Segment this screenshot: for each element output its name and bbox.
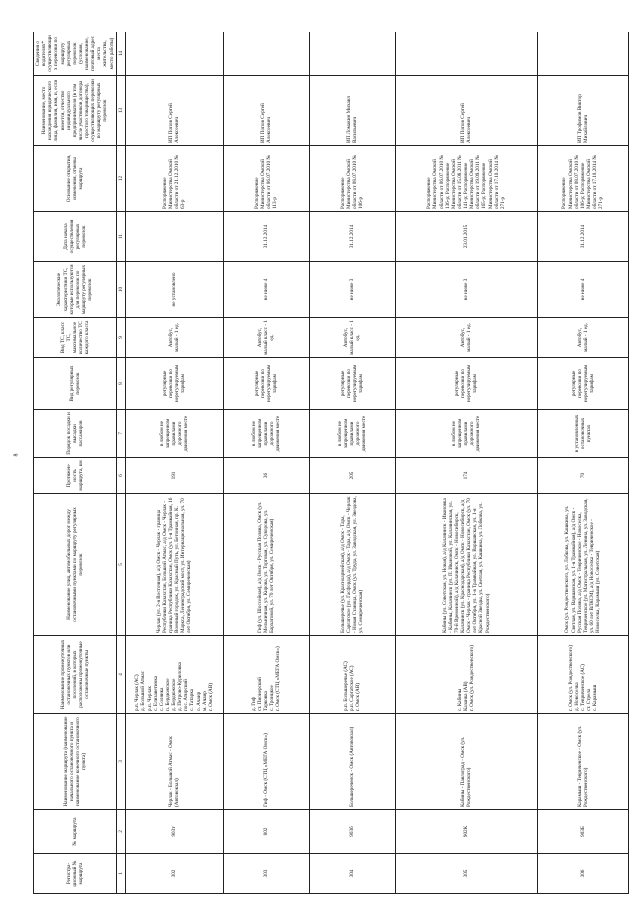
stops-cell: [309, 636, 395, 714]
column-number: 9: [116, 318, 125, 358]
table-row: [309, 32, 395, 894]
stop-item: г. Омск (АВ): [207, 683, 214, 711]
stop-item: пос. Атирский: [183, 679, 190, 711]
stop-item: г. Омск (СТЦ «МЕГА Омск»): [275, 646, 282, 711]
header-cell: Основание открытия, изменения, отмены маршрута: [34, 146, 117, 212]
stop-item: с. Татарка: [189, 688, 196, 711]
streets-cell: Кабины (ул. Советская, ул. Новая), а/д Калачинск - Ивановка - Кабины, Калачинск (ул. П. Ивановой, ул. Калачинская, ул. 70-й Временной), а/д Калачинск, Омск - Новосибирск, Калачинск (ул. Краснодарская), а/д Омск - Новосибирск, а/д Омск - Черлак - граница Республики Казахстан, Омск (ул. 70 лет Октября, ул. 1-я Трамвайная, ул. Варшавская, ул. 1-я Красной Звезды, ул. Светлая, ул. Кашкина, ул. Лобкова, ул. Рождественского): [395, 494, 537, 636]
length-cell: 205: [309, 458, 395, 494]
eco-cell: не ниже 4: [223, 262, 309, 318]
route-number-cell: 902К: [395, 810, 537, 854]
operator-cell: ИП Попов Сергей Алексеевич: [125, 76, 223, 146]
vehicle-cell: Автобус, малый - 1 ед.: [125, 318, 223, 358]
header-cell: Регистра-ционный № маршрута: [34, 854, 117, 894]
header-cell: Дата начала осуществления регулярных перевозок: [34, 212, 117, 262]
reg-number-cell: 305: [395, 854, 537, 894]
stops-cell: [537, 636, 628, 714]
drivers-cell: [309, 32, 395, 76]
boarding-cell: в любом не запрещенном правилами дорожного движения месте: [223, 410, 309, 458]
route-name-cell: Большереченск - Омск (Автовокзал): [309, 714, 395, 810]
header-cell: Наименование маршрута (наименование начального остановочного пункта и наименование конечного остановочного пункта): [34, 714, 117, 810]
stop-item: р.п. Саргатское (АС): [349, 665, 356, 711]
eco-cell: не ниже 3: [309, 262, 395, 318]
basis-cell: Распоряжение Министерства Омской области от 08.07.2010 № 106-р; Распоряжение Министерства Омской области от 17.10.2014 № 271-р: [537, 146, 628, 212]
boarding-cell: в любом не запрещенном правилами дорожного движения месте: [125, 410, 223, 458]
eco-cell: не ниже 4: [537, 262, 628, 318]
route-name-cell: Карамыш - Тевриченское - Омск (ул. Рождественского): [537, 714, 628, 810]
table-row: [395, 32, 537, 894]
header-cell: Вид регулярных перевозок: [34, 358, 117, 410]
table-row: [537, 32, 628, 894]
stop-item: с. Елизаветинка: [152, 675, 159, 711]
operator-cell: ИП Трофимов Виктор Михайлович: [537, 76, 628, 146]
stop-item: г. Омск (АВ): [355, 683, 362, 711]
column-number: 8: [116, 358, 125, 410]
stops-cell: [125, 636, 223, 714]
drivers-cell: [223, 32, 309, 76]
column-number: 2: [116, 810, 125, 854]
operator-cell: ИП Ломакин Михаил Васильевич: [309, 76, 395, 146]
vehicle-cell: Автобус, малый - 1 ед.: [537, 318, 628, 358]
stop-item: ст. Пионерский: [256, 677, 263, 711]
column-number-row: [116, 32, 125, 894]
vehicle-cell: Автобус, малый класс - 1 ед.: [309, 318, 395, 358]
route-number-cell: 802: [223, 810, 309, 854]
basis-cell: Распоряжение Министерства Омской области от 08.07.2010 № 106-р: [309, 146, 395, 212]
transport-type-cell: регулярные перевозки по нерегулируемым тарифам: [223, 358, 309, 410]
reg-number-cell: 303: [223, 854, 309, 894]
start-date-cell: [125, 212, 223, 262]
stop-item: с. Кабины: [456, 688, 463, 711]
header-row: [34, 32, 117, 894]
column-number: 7: [116, 410, 125, 458]
boarding-cell: в установленных остановочных пунктах: [537, 410, 628, 458]
table-row: [223, 32, 309, 894]
header-cell: № маршрута: [34, 810, 117, 854]
stop-item: Казанка (АВ): [463, 681, 470, 711]
route-name-cell: Гиф - Омск (СТЦ «МЕГА Омск»): [223, 714, 309, 810]
operator-cell: ИП Попов Сергей Алексеевич: [395, 76, 537, 146]
stop-item: р.п. Черлак: [146, 686, 153, 711]
streets-cell: Гиф (ул. Шоссейная), а/д Омск - Русская Поляна, Омск (ул. Мельничная, ул. Кирова, ул. Торговая, ул. Суворова, ул. Бархатовой, ул. 70 лет Октября, ул. Семиреченская): [223, 494, 309, 636]
basis-cell: Распоряжение Министерства Омской области от 21.12.2010 № 63-р: [125, 146, 223, 212]
stop-item: д. Большой Атмас: [140, 671, 147, 711]
stop-item: г. Омск (ул. Рождественского): [567, 645, 574, 711]
table-row: [125, 32, 223, 894]
route-number-cell: 903б: [309, 810, 395, 854]
stop-item: м. Ачаир: [201, 691, 208, 711]
header-cell: Вид ТС, класс ТС, максимальное количество ТС каждого класса: [34, 318, 117, 358]
eco-cell: не ниже 3: [395, 262, 537, 318]
page-number: 8: [13, 453, 20, 457]
route-number-cell: 903Б: [537, 810, 628, 854]
column-number: 10: [116, 262, 125, 318]
start-date-cell: 31.12.2014: [537, 212, 628, 262]
column-number: 11: [116, 212, 125, 262]
header-cell: Наименование промежуточных остановочных пунктов или поселений, в которых расположены промежуточные остановочные пункты: [34, 636, 117, 714]
column-number: 4: [116, 636, 125, 714]
vehicle-cell: Автобус, малый класс - 1 ед.: [223, 318, 309, 358]
stop-item: д. Петрово-Куриловка: [177, 662, 184, 711]
reg-number-cell: 306: [537, 854, 628, 894]
stop-item: с. Тевриченское (АС): [579, 664, 586, 711]
header-cell: Экологические характеристики ТС, которые используются для перевозок по маршруту регулярных перевозок: [34, 262, 117, 318]
streets-cell: Омск (ул. Рождественского, ул. Лобкова, ул. Кашкина, ул. Светлая, ул. Варшавская, ул. 1-я Трамвайная), а/д Омск - Русская Поляна, а/д Омск - Тевриченское - Новоселка, Тевриченское (ул. Магистральная, ул. Ленина, ул. Заводская, ул. 60 лет ВЛКСМ), а/д Новоселка - Тевриченское - Новоселка, Карамыш (ул. Советская): [537, 494, 628, 636]
header-cell: Сведения о водителях* осуществляющих перевозки по маршруту регулярных перевозок (условия, наименование, почтовый адрес места жительства, место работы): [34, 32, 117, 76]
transport-type-cell: регулярные перевозки по нерегулируемым тарифам: [125, 358, 223, 410]
routes-register-table: [33, 32, 629, 894]
stop-item: р.п. Черлак (АС): [134, 674, 141, 711]
boarding-cell: в любом не запрещенном правилами дорожного движения месте: [395, 410, 537, 458]
stop-item: р.п. Большеречье (АС): [342, 661, 349, 711]
stop-item: Тарковка: [263, 691, 270, 711]
rotated-page: [33, 32, 629, 894]
column-number: 5: [116, 494, 125, 636]
stop-item: п. Бердюжское: [164, 678, 171, 711]
column-number: 12: [116, 146, 125, 212]
drivers-cell: [395, 32, 537, 76]
transport-type-cell: регулярные перевозки по нерегулируемым тарифам: [309, 358, 395, 410]
length-cell: 70: [537, 458, 628, 494]
basis-cell: Распоряжение Министерства Омской области от 06.07.2010 № 113-р: [223, 146, 309, 212]
stop-item: с. Троицкое: [269, 685, 276, 711]
column-number: 13: [116, 76, 125, 146]
boarding-cell: в любом не запрещенном правилами дорожного движения месте: [309, 410, 395, 458]
column-number: 6: [116, 458, 125, 494]
stop-item: ст. Стрела: [585, 688, 592, 711]
streets-cell: Большеречье (ул. Красноармейская), а/д Омск - Тара, Саргатское (ул. Гасфорда), а/д Омск - Тара, а/д Омск - Черлак - Новая Станица, Омск (ул. Труда, ул. Заводская, ул. Звездова, ул. Семиреченская): [309, 494, 395, 636]
column-number: 1: [116, 854, 125, 894]
reg-number-cell: 302: [125, 854, 223, 894]
length-cell: 36: [223, 458, 309, 494]
transport-type-cell: регулярные перевозки по нерегулируемым тарифам: [395, 358, 537, 410]
stops-cell: [395, 636, 537, 714]
column-number: 14: [116, 32, 125, 76]
column-number: 3: [116, 714, 125, 810]
drivers-cell: [125, 32, 223, 76]
vehicle-cell: Автобус, малый - 1 ед.: [395, 318, 537, 358]
basis-cell: Распоряжение Министерства Омской области от 06.07.2010 № 136-р; Распоряжение Министерства Омской области от 15.08.2011 № 141-р; Распоряжение Министерства Омской области от 19.09.2011 № 165-р; Распоряжение Министерства Омской области от 17.10.2014 № 271-р: [395, 146, 537, 212]
stop-item: д. Гиф: [250, 696, 257, 711]
reg-number-cell: 304: [309, 854, 395, 894]
stop-item: с. Солянка: [158, 687, 165, 711]
stop-item: г. Омск (ул. Рождественского): [469, 645, 476, 711]
streets-cell: Черлак (ул. 2-я Восточная), а/д Омск - Черлак - граница Республики Казахстан, Большой Атмас, а/д Омск - Черлак - граница Республики Казахстан, Омск (ул. 1-я Трамвайная, 16 Военный городок, ул. Красный Путь, ул. Бетонная, пр. К. Маркса, Ленинградский мост, ул. Интернациональная, ул. 70 лет Октября, ул. Семиреченская): [125, 494, 223, 636]
routes-table-wrapper: [33, 32, 629, 894]
length-cell: 174: [395, 458, 537, 494]
transport-type-cell: регулярные перевозки по нерегулируемым тарифам: [537, 358, 628, 410]
length-cell: 191: [125, 458, 223, 494]
header-cell: Протяжен-ность маршрута, км: [34, 458, 117, 494]
route-name-cell: Кабины - Павлоград - Омск (ул. Рождественского): [395, 714, 537, 810]
route-number-cell: 903т: [125, 810, 223, 854]
stop-item: о. Ачаир: [195, 691, 202, 711]
eco-cell: не установлено: [125, 262, 223, 318]
stop-item: д. Бердюжское: [171, 678, 178, 711]
operator-cell: ИП Попов Сергей Алексеевич: [223, 76, 309, 146]
header-cell: Порядок посадки и высадки пассажиров: [34, 410, 117, 458]
start-date-cell: 23.01.2015: [395, 212, 537, 262]
header-cell: Наименование улиц, автомобильных дорог между остановочными пунктами по маршруту регулярных перевозок: [34, 494, 117, 636]
start-date-cell: 31.12.2014: [309, 212, 395, 262]
drivers-cell: [537, 32, 628, 76]
header-cell: Наименование, место нахождения юридического лица, фамилия, имя, и, если имеется, отчество индивидуального предпринимателя (в том числе участников договора простого товарищества), осуществляющих перевозки по маршруту регулярных перевозок: [34, 76, 117, 146]
start-date-cell: 31.12.2014: [223, 212, 309, 262]
stop-item: с. Карамыш: [592, 684, 598, 711]
stops-cell: [223, 636, 309, 714]
stop-item: д. Новоселка: [573, 682, 580, 711]
route-name-cell: Черлак - Большой Атмас - Омск (Автовокзал): [125, 714, 223, 810]
